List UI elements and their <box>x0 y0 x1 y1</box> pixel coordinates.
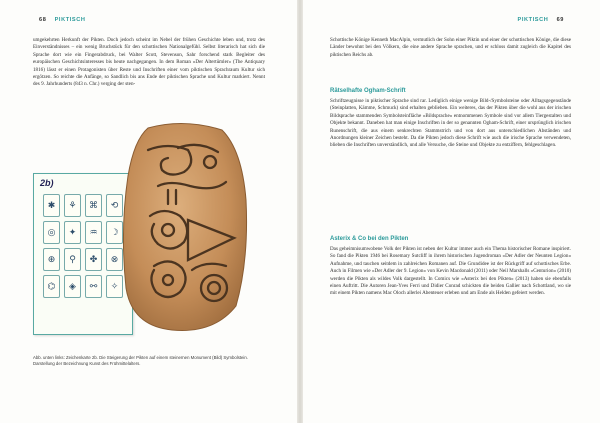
left-body-paragraph: umgekehrten Herkunft der Pikten. Doch jedoch scheint im Nebel der frühen Geschichte leben und, trotz des Einverständnisses – ein wenig Bruchstück für den schottischen Nationalgefühl. Selbst literarisch hat sich die Sprache dort wie ein Fingerabdruck, bei Walter Scott, Stevenson, Sahr forschend stark Begleiter des europäischen Geschichtsinteresses bis heute nachgegangen. In dem Roman »Der Altertümler« (The Antiquary 1816) lässt er einen Protagonisten über Reste und Inschriften einer vom piktischen Sprachraum Kultur sich ergötzen. So reichte die Anfänge, so Sandlich bis ans Ende der piktischen Sprache und Kultur markiert. Nennt des 9. Jahrhunderts (843 n. Chr.) verging der sten- <box>33 37 265 88</box>
left-body-text <box>33 37 265 89</box>
section-ogham-text <box>330 98 571 150</box>
left-page-number: 68 <box>39 17 47 23</box>
left-page <box>0 0 297 423</box>
symbol-cell: ♒ <box>85 221 102 244</box>
right-intro-text <box>330 37 571 59</box>
symbol-cell: ⚲ <box>64 248 81 271</box>
section-asterix-paragraph: Das geheimnisumwobene Volk der Pikten ist neben der Kultur immer auch ein Thema historischer Romane inspiriert. So fand die Pikten 1946 bei Rosemary Sutcliff in ihrem historischen Jugendroman »Der Adler der Neunten Legion« Aufnahme, und tauchen seitdem in zahlreichen Romanen auf. Die Grundidee ist der Rückgriff auf schottisches Erbe. Auch in Filmen wie »Der Adler der 9. Legion« von Kevin Macdonald (2011) oder Neil Marshalls »Centurion« (2010) werden die Pikten als wildes Volk dargestellt. In Comics wie »Asterix bei den Pikten« (2013) haben sie ebenfalls einen Auftritt. Die Autoren Jean-Yves Ferri und Didier Conrad schickten die beiden Gallier nach Schottland, wo sie mit einem Pikten namens Mac Oloch allerlei Abenteuer erleben und am Ende als Helden gefeiert werden. <box>330 246 571 297</box>
symbol-cell: ⊕ <box>43 248 60 271</box>
section-heading-asterix: Asterix & Co bei den Pikten <box>330 236 409 242</box>
symbol-cell: ⚯ <box>85 275 102 298</box>
symbol-cell: ⊗ <box>106 248 123 271</box>
section-ogham-paragraph: Schriftzeugnisse in piktischer Sprache sind rar. Lediglich einige wenige Bild-/Symbolsteine oder Alltagsgegenstände (Steinplatten, Kämme, Schmuck) sind erhalten geblieben. Ein weiteres, das der Pikten über die wohl aus der irischen Bildsprache stammenden Symbolsteinfläche »Bildsprache« entnommenen Symbole sind vor allem Tiergestalten und Objekte bekannt. Daneben hat man einige Inschriften in der so genannten Ogham-Schrift, einer ursprünglich irischen Runenschrift, die aus einem senkrechten Stammstrich und von dort aus unterschiedlichen Abständen und Anordnungen kleiner Zeichen besteht. Da die Pikten jedoch diese Schrift wie auch die irische Sprache verwendeten, blieben die Inschriften unverständlich, und alle Versuche, die Steine und Objekte zu entziffern, fehlgeschlagen. <box>330 98 571 149</box>
right-intro-paragraph: Schottische Könige Kenneth MacAlpin, vermutlich der Sohn einer Piktin und einer der schottischen Könige, die diese Länder bewohnt bei den Völkern, die eine andere Sprache sprachen, und er schloss damit zugleich die Kapitel des piktischen Reichs ab. <box>330 37 571 58</box>
pictish-stone-image <box>118 120 250 335</box>
symbol-card-label: 2b) <box>40 178 54 188</box>
left-running-head <box>33 17 86 23</box>
symbol-cell: ✦ <box>64 221 81 244</box>
symbol-cell: ⌘ <box>85 194 102 217</box>
symbol-cell: ⚘ <box>64 194 81 217</box>
section-asterix-text <box>330 246 571 298</box>
left-running-head-title: PIKTISCH <box>54 17 86 23</box>
right-running-head-title: PIKTISCH <box>517 17 549 23</box>
section-heading-ogham: Rätselhafte Ogham-Schrift <box>330 88 406 94</box>
symbol-cell: ◈ <box>64 275 81 298</box>
symbol-cell: ⌬ <box>43 275 60 298</box>
right-running-head <box>518 17 571 23</box>
figure-caption: Abb. unten links: Zeichenkarte 2b. Die Steigerung der Pikten auf einem steinernen Monument (Bild) Symbolstein. Darstellung der Bezeichnung Kunst des Frühmittelalters. <box>33 355 248 366</box>
symbol-cell: ◎ <box>43 221 60 244</box>
symbol-cell: ✧ <box>106 275 123 298</box>
symbol-cell: ✱ <box>43 194 60 217</box>
symbol-cell: ☽ <box>106 221 123 244</box>
symbol-cell: ⟲ <box>106 194 123 217</box>
symbol-grid <box>43 194 123 298</box>
right-page <box>303 0 600 423</box>
symbol-cell: ✤ <box>85 248 102 271</box>
right-page-number: 69 <box>556 17 564 23</box>
